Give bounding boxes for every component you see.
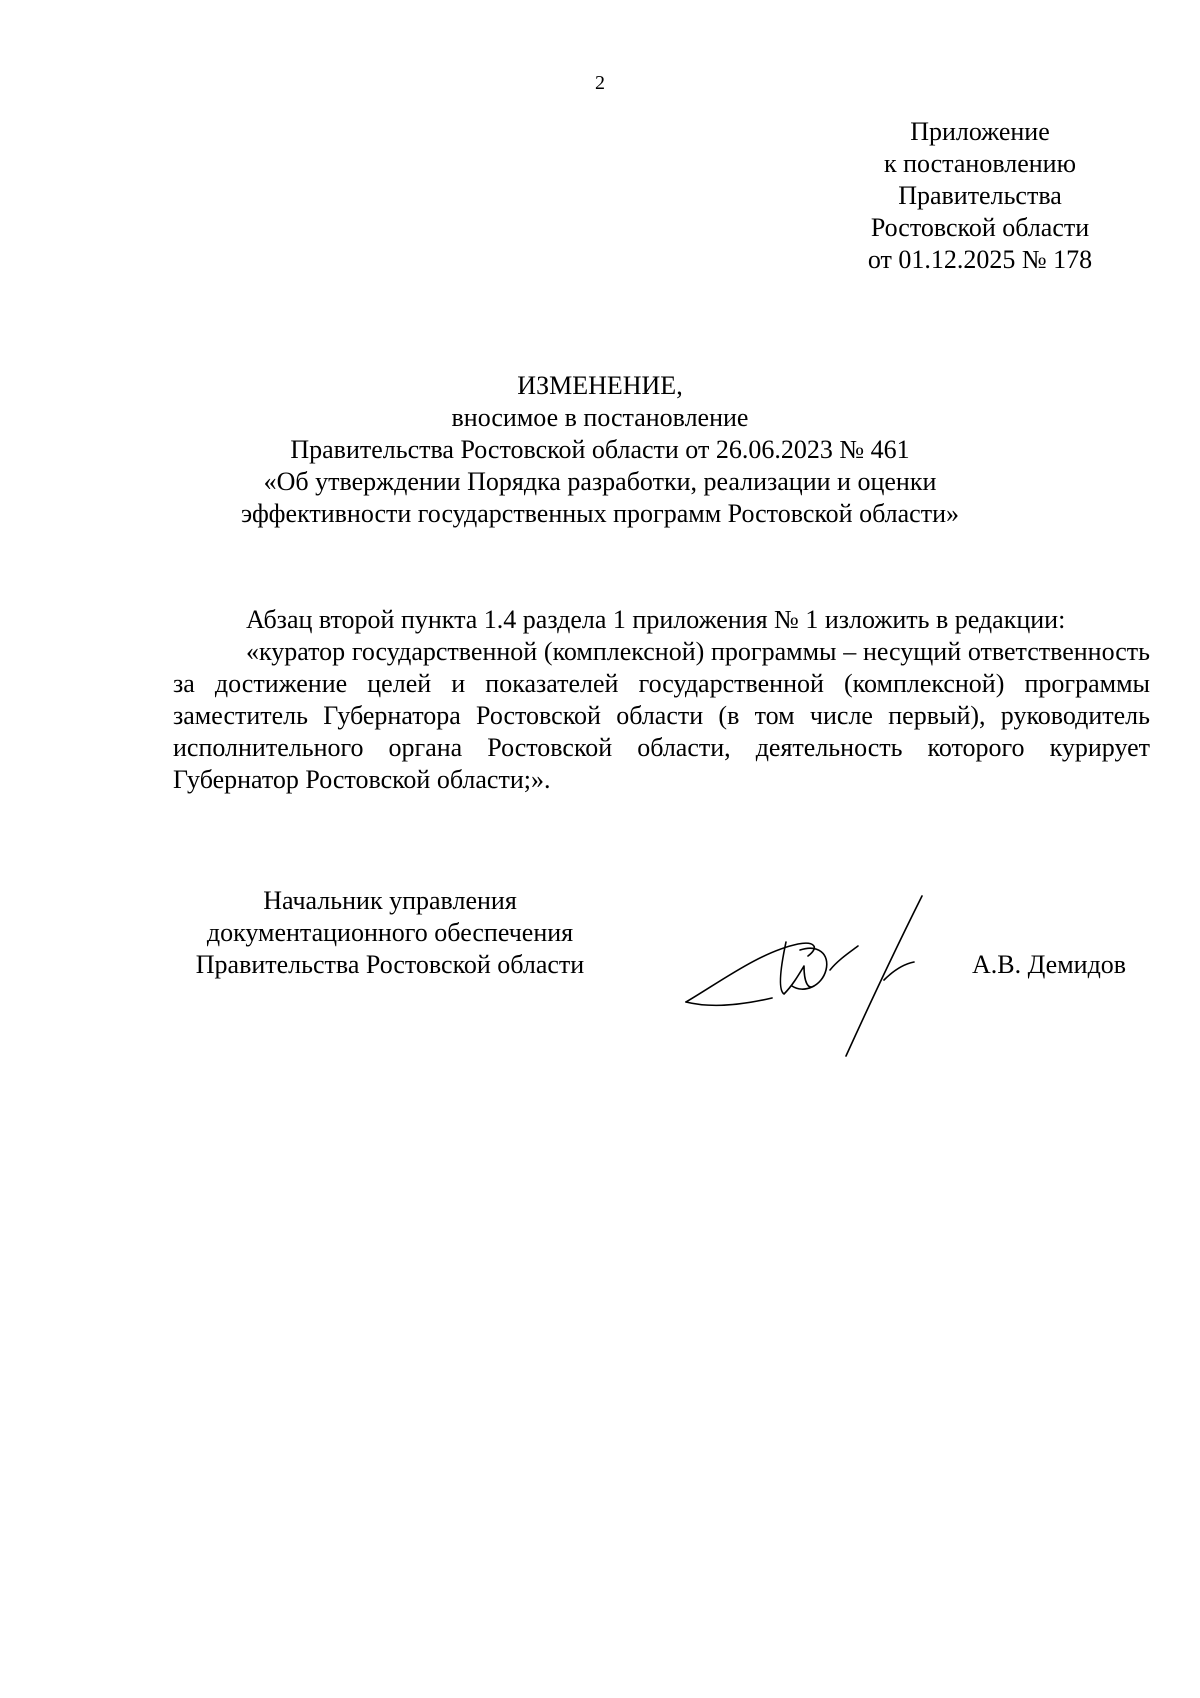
appendix-line: Приложение	[910, 117, 1050, 146]
appendix-line: от 01.12.2025 № 178	[867, 245, 1093, 274]
handwritten-signature	[680, 890, 960, 1070]
appendix-header	[830, 116, 1130, 276]
body-paragraph: Абзац второй пункта 1.4 раздела 1 приложения № 1 изложить в редакции:	[246, 605, 1066, 634]
title-line: эффективности государственных программ Ростовской области»	[240, 499, 959, 528]
appendix-line: Правительства	[898, 181, 1062, 210]
title-line: Правительства Ростовской области от 26.06.2023 № 461	[290, 435, 910, 464]
position-line: Начальник управления	[263, 886, 517, 915]
title-line: вносимое в постановление	[451, 403, 749, 432]
body-paragraph: «куратор государственной (комплексной) программы – несущий ответственность за достижение целей и показателей государственной (комплексной) программы заместитель Губернатора Ростовской области (в том числе первый), руководитель исполнительного органа Ростовской области, деятельность которого курирует Губернатор Ростовской области;».	[173, 637, 1150, 794]
appendix-line: Ростовской области	[870, 213, 1090, 242]
appendix-line: к постановлению	[883, 149, 1077, 178]
title-heading: ИЗМЕНЕНИЕ,	[517, 371, 683, 400]
signatory-name: А.В. Демидов	[972, 950, 1127, 979]
document-title	[180, 370, 1020, 530]
title-line: «Об утверждении Порядка разработки, реализации и оценки	[263, 467, 937, 496]
position-line: документационного обеспечения	[206, 918, 574, 947]
document-body	[173, 604, 1150, 796]
signatory-position	[170, 885, 610, 981]
page-number: 2	[595, 72, 605, 94]
position-line: Правительства Ростовской области	[195, 950, 585, 979]
